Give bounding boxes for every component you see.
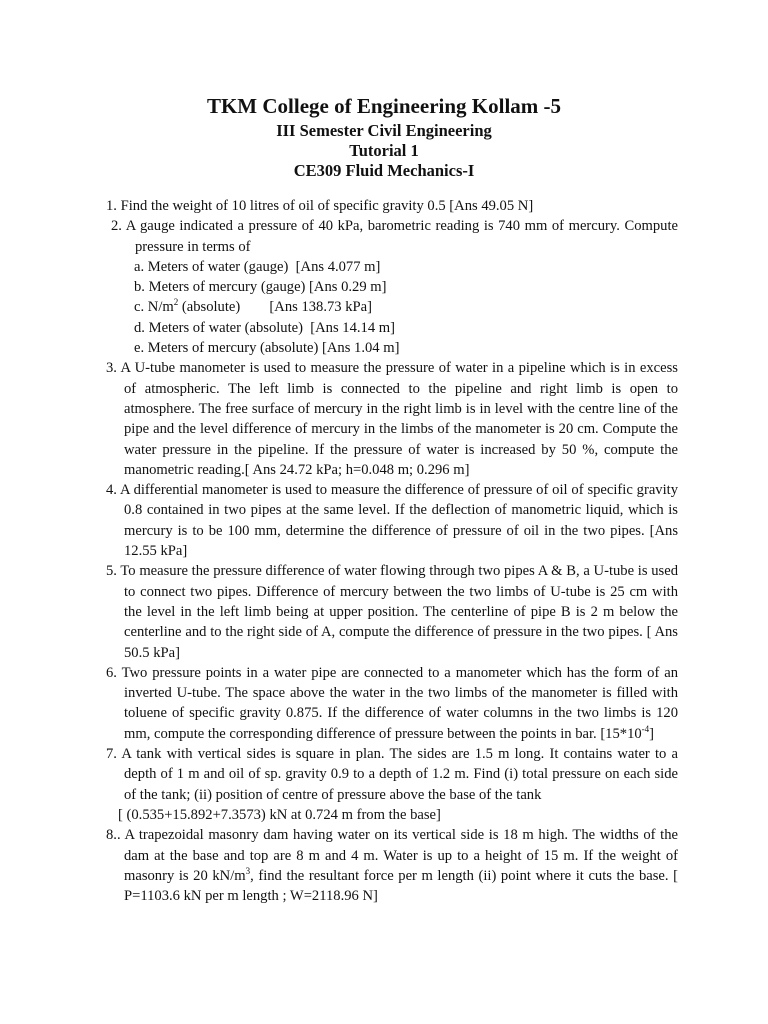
question-7-text: 7. A tank with vertical sides is square in plan. The sides are 1.5 m long. It contains water to a depth of 1 m and oil of sp. gravity 0.9 to a depth of 1.2 m. Find (i) total pressure on each side of the tank; (ii) position of centre of pressure above the base of the tank <box>106 746 678 803</box>
question-2-item-c-prefix: c. N/m <box>134 299 174 316</box>
question-6-sup: -4 <box>641 723 650 734</box>
question-2-sublist <box>106 257 678 358</box>
question-2-item-c-suffix: (absolute) [Ans 138.73 kPa] <box>178 299 372 316</box>
tutorial-line: Tutorial 1 <box>349 141 419 160</box>
question-8-rest: , find the resultant force per m length (ii) point where it cuts the base. [ P=1103.6 kN per m length ; W=2118.96 N] <box>124 867 678 905</box>
document-header <box>0 94 768 181</box>
question-2-item-e: e. Meters of mercury (absolute) [Ans 1.04 m] <box>134 340 400 357</box>
question-2-text: 2. A gauge indicated a pressure of 40 kPa, barometric reading is 740 mm of mercury. Compute pressure in terms of <box>111 218 678 255</box>
college-title: TKM College of Engineering Kollam -5 <box>206 94 562 118</box>
question-8-sup: 3 <box>245 865 251 876</box>
question-5: 5. To measure the pressure difference of water flowing through two pipes A & B, a U-tube is used to connect two pipes. Difference of mercury between the two limbs of U-tube is 25 cm with the level in the left limb being at upper position. The centerline of pipe B is 2 m below the centerline and to the right side of A, compute the difference of pressure in the two pipes. [ Ans 50.5 kPa] <box>106 563 678 661</box>
question-6-text: 6. Two pressure points in a water pipe are connected to a manometer which has the form of an inverted U-tube. The space above the water in the two limbs of the manometer is filled with toluene of specific gravity 0.875. If the difference of water columns in the two limbs is 120 mm, compute the corresponding difference of pressure between the points in bar. [15*10 <box>106 664 678 742</box>
question-2-item-d: d. Meters of water (absolute) [Ans 14.14 m] <box>134 319 395 336</box>
question-2-item-b: b. Meters of mercury (gauge) [Ans 0.29 m] <box>134 279 387 296</box>
question-list <box>106 196 678 906</box>
question-8-text: 8.. A trapezoidal masonry dam having water on its vertical side is 18 m high. The widths of the dam at the base and top are 8 m and 4 m. Water is up to a height of 15 m. If the weight of masonry is 20 kN/m <box>106 827 678 884</box>
question-2-item-c <box>134 297 678 317</box>
question-7 <box>106 744 678 825</box>
question-2-item-c-sup: 2 <box>173 297 179 308</box>
question-7-answer: [ (0.535+15.892+7.3573) kN at 0.724 m from the base] <box>118 806 441 823</box>
question-2-item-a: a. Meters of water (gauge) [Ans 4.077 m] <box>134 258 381 275</box>
question-4: 4. A differential manometer is used to measure the difference of pressure of oil of specific gravity 0.8 contained in two pipes at the same level. If the deflection of manometric liquid, which is mercury is to be 100 mm, determine the difference of pressure of oil in the two pipes. [Ans 12.55 kPa] <box>106 482 678 560</box>
question-3: 3. A U-tube manometer is used to measure the pressure of water in a pipeline which is in excess of atmospheric. The left limb is connected to the pipeline and right limb is open to atmosphere. The free surface of mercury in the right limb is in level with the centre line of the pipe and the level difference of mercury in the limbs of the manometer is 20 cm. Compute the water pressure in the pipeline. If the pressure of water is increased by 50 %, compute the manometric reading.[ Ans 24.72 kPa; h=0.048 m; 0.296 m] <box>106 360 678 478</box>
course-line: CE309 Fluid Mechanics-I <box>293 161 475 180</box>
question-6 <box>106 663 678 744</box>
question-8 <box>106 825 678 906</box>
question-2 <box>106 216 678 358</box>
question-6-close: ] <box>649 725 655 742</box>
question-1: 1. Find the weight of 10 litres of oil of specific gravity 0.5 [Ans 49.05 N] <box>106 198 534 214</box>
semester-line: III Semester Civil Engineering <box>276 121 492 140</box>
